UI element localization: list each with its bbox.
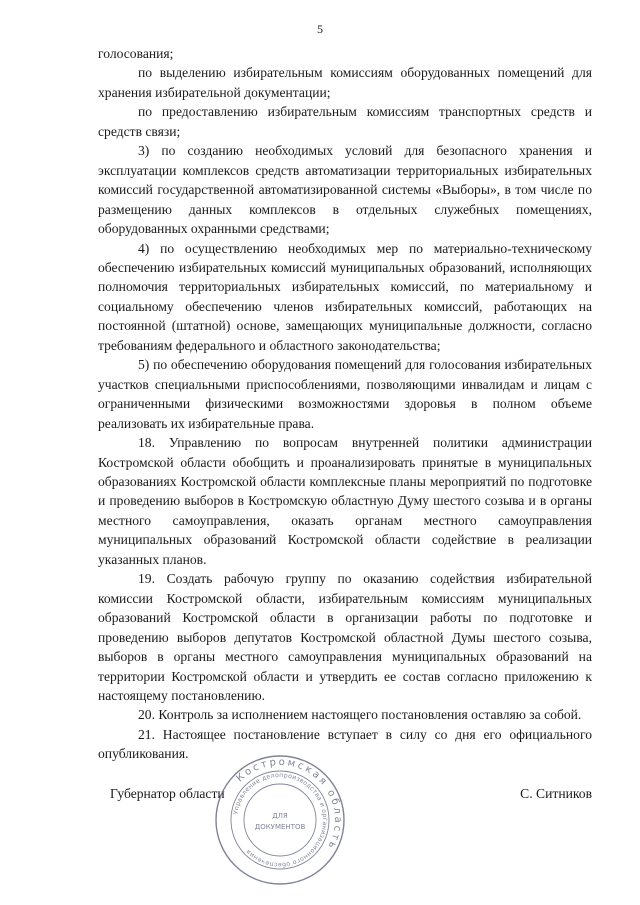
paragraph: 5) по обеспечению оборудования помещений для голосования избирательных участков специальными приспособлениями, позволяющими инвалидам и лицам с ограниченными физическими возможностями здоровья в полном объеме реализовать их избирательные права. [98,357,592,431]
stamp-outer-text: Костромская область [234,756,344,853]
signer-title: Губернатор области [110,786,225,801]
page-number: 5 [317,22,323,36]
official-stamp [212,752,348,888]
stamp-inner-ring [244,784,316,856]
stamp-center-line1: ДЛЯ [272,812,288,820]
document-body [98,44,592,764]
paragraph: 18. Управлению по вопросам внутренней политики администрации Костромской области обобщить и проанализировать принятые в муниципальных образованиях Костромской области комплексные планы мероприятий по подготовке и проведению выборов в Костромскую областную Думу шестого созыва и в органы местного самоуправления, оказать органам местного самоуправления муниципальных образований Костромской области содействие в реализации указанных планов. [98,435,592,567]
stamp-center-line2: ДОКУМЕНТОВ [254,823,306,831]
paragraph: голосования; [98,46,174,61]
paragraph: по предоставлению избирательным комиссиям транспортных средств и средств связи; [98,104,592,139]
signer-name: С. Ситников [520,786,592,801]
paragraph: 19. Создать рабочую группу по оказанию содействия избирательной комиссии Костромской области, избирательным комиссиям муниципальных образований Костромской области в организации работы по подготовке и проведению выборов депутатов Костромской областной Думы шестого созыва, выборов в органы местного самоуправления муниципальных образований на территории Костромской области и утвердить ее состав согласно приложению к настоящему постановлению. [98,571,592,703]
stamp-middle-ring [231,771,329,869]
paragraph: 3) по созданию необходимых условий для безопасного хранения и эксплуатации комплексов средств автоматизации территориальных избирательных комиссий государственной автоматизированной системы «Выборы», в том числе по размещению данных комплексов в отдельных служебных помещениях, оборудованных охранными средствами; [98,143,592,237]
paragraph: 20. Контроль за исполнением настоящего постановления оставляю за собой. [138,707,582,723]
stamp-inner-text: Управление делопроизводства и организационного обеспечения [232,771,329,869]
paragraph: 21. Настоящее постановление вступает в силу со дня его официального опубликования. [98,726,592,762]
paragraph: 4) по осуществлению необходимых мер по материально-техническому обеспечению избирательных комиссий муниципальных образований, исполняющих полномочия территориальных избирательных комиссий, по материальному и социальному обеспечению членов избирательных комиссий, работающих на постоянной (штатной) основе, замещающих муниципальные должности, согласно требованиям федерального и областного законодательства; [98,240,592,353]
paragraph: по выделению избирательным комиссиям оборудованных помещений для хранения избирательной документации; [98,65,592,100]
